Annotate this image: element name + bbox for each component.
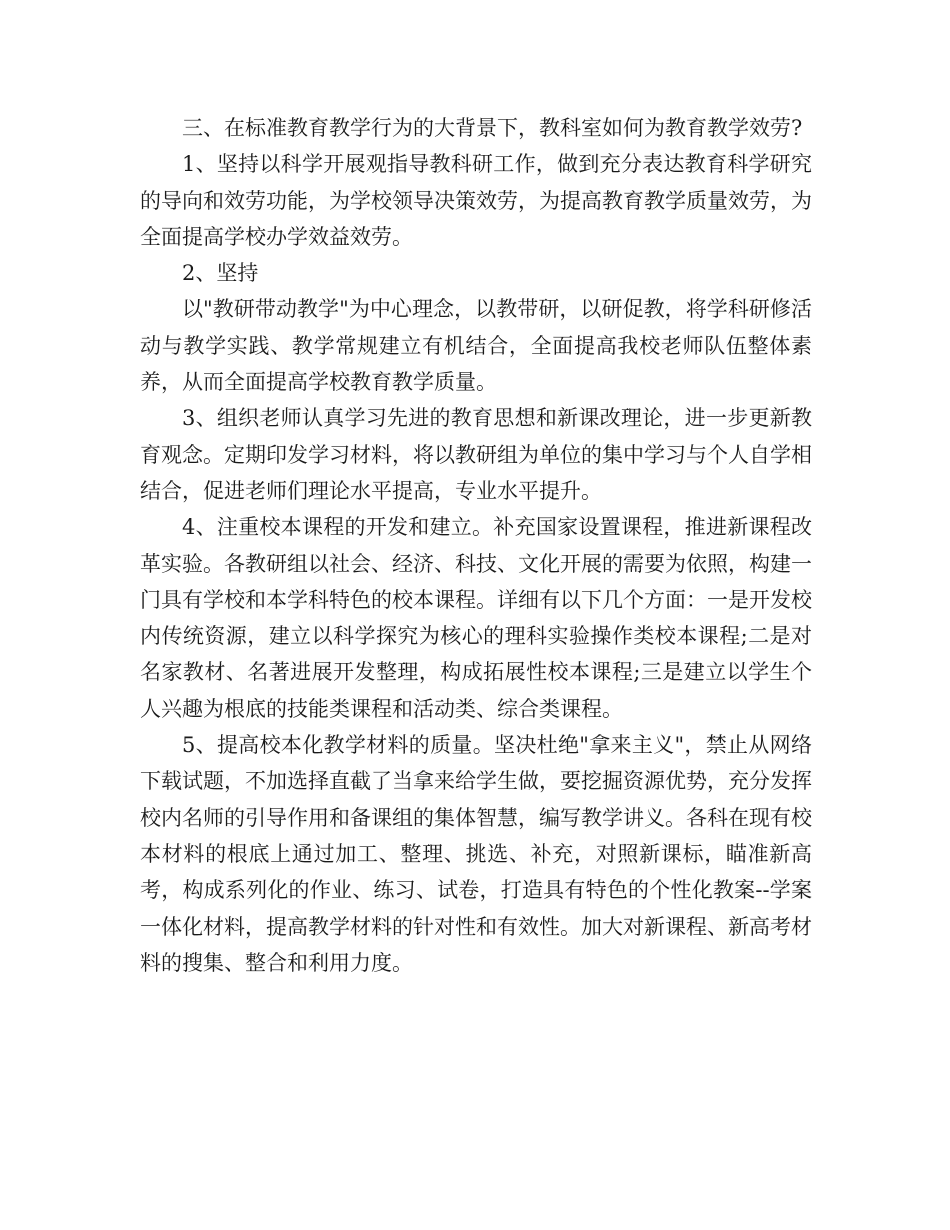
paragraph-item-5: 5、提高校本化教学材料的质量。坚决杜绝"拿来主义"，禁止从网络下载试题，不加选择直截了当拿来给学生做，要挖掘资源优势，充分发挥校内名师的引导作用和备课组的集体智慧，编写教学讲义。各科在现有校本材料的根底上通过加工、整理、挑选、补充，对照新课标，瞄准新高考，构成系列化的作业、练习、试卷，打造具有特色的个性化教案--学案一体化材料，提高教学材料的针对性和有效性。加大对新课程、新高考材料的搜集、整合和利用力度。 xyxy=(140,733,812,975)
document-body xyxy=(140,110,812,981)
paragraph-item-2: 2、坚持 xyxy=(182,261,259,286)
paragraph-item-4: 4、注重校本课程的开发和建立。补充国家设置课程，推进新课程改革实验。各教研组以社会、经济、科技、文化开展的需要为依照，构建一门具有学校和本学科特色的校本课程。详细有以下几个方面：一是开发校内传统资源，建立以科学探究为核心的理科实验操作类校本课程;二是对名家教材、名著进展开发整理，构成拓展性校本课程;三是建立以学生个人兴趣为根底的技能类课程和活动类、综合类课程。 xyxy=(140,515,812,721)
paragraph-item-3: 3、组织老师认真学习先进的教育思想和新课改理论，进一步更新教育观念。定期印发学习材料，将以教研组为单位的集中学习与个人自学相结合，促进老师们理论水平提高，专业水平提升。 xyxy=(140,406,812,503)
heading-section-three: 三、在标准教育教学行为的大背景下，教科室如何为教育教学效劳? xyxy=(182,116,803,140)
paragraph-item-2-continued: 以"教研带动教学"为中心理念，以教带研，以研促教，将学科研修活动与教学实践、教学常规建立有机结合，全面提高我校老师队伍整体素养，从而全面提高学校教育教学质量。 xyxy=(140,297,812,395)
paragraph-item-1: 1、坚持以科学开展观指导教科研工作，做到充分表达教育科学研究的导向和效劳功能，为学校领导决策效劳，为提高教育教学质量效劳，为全面提高学校办学效益效劳。 xyxy=(140,152,812,249)
